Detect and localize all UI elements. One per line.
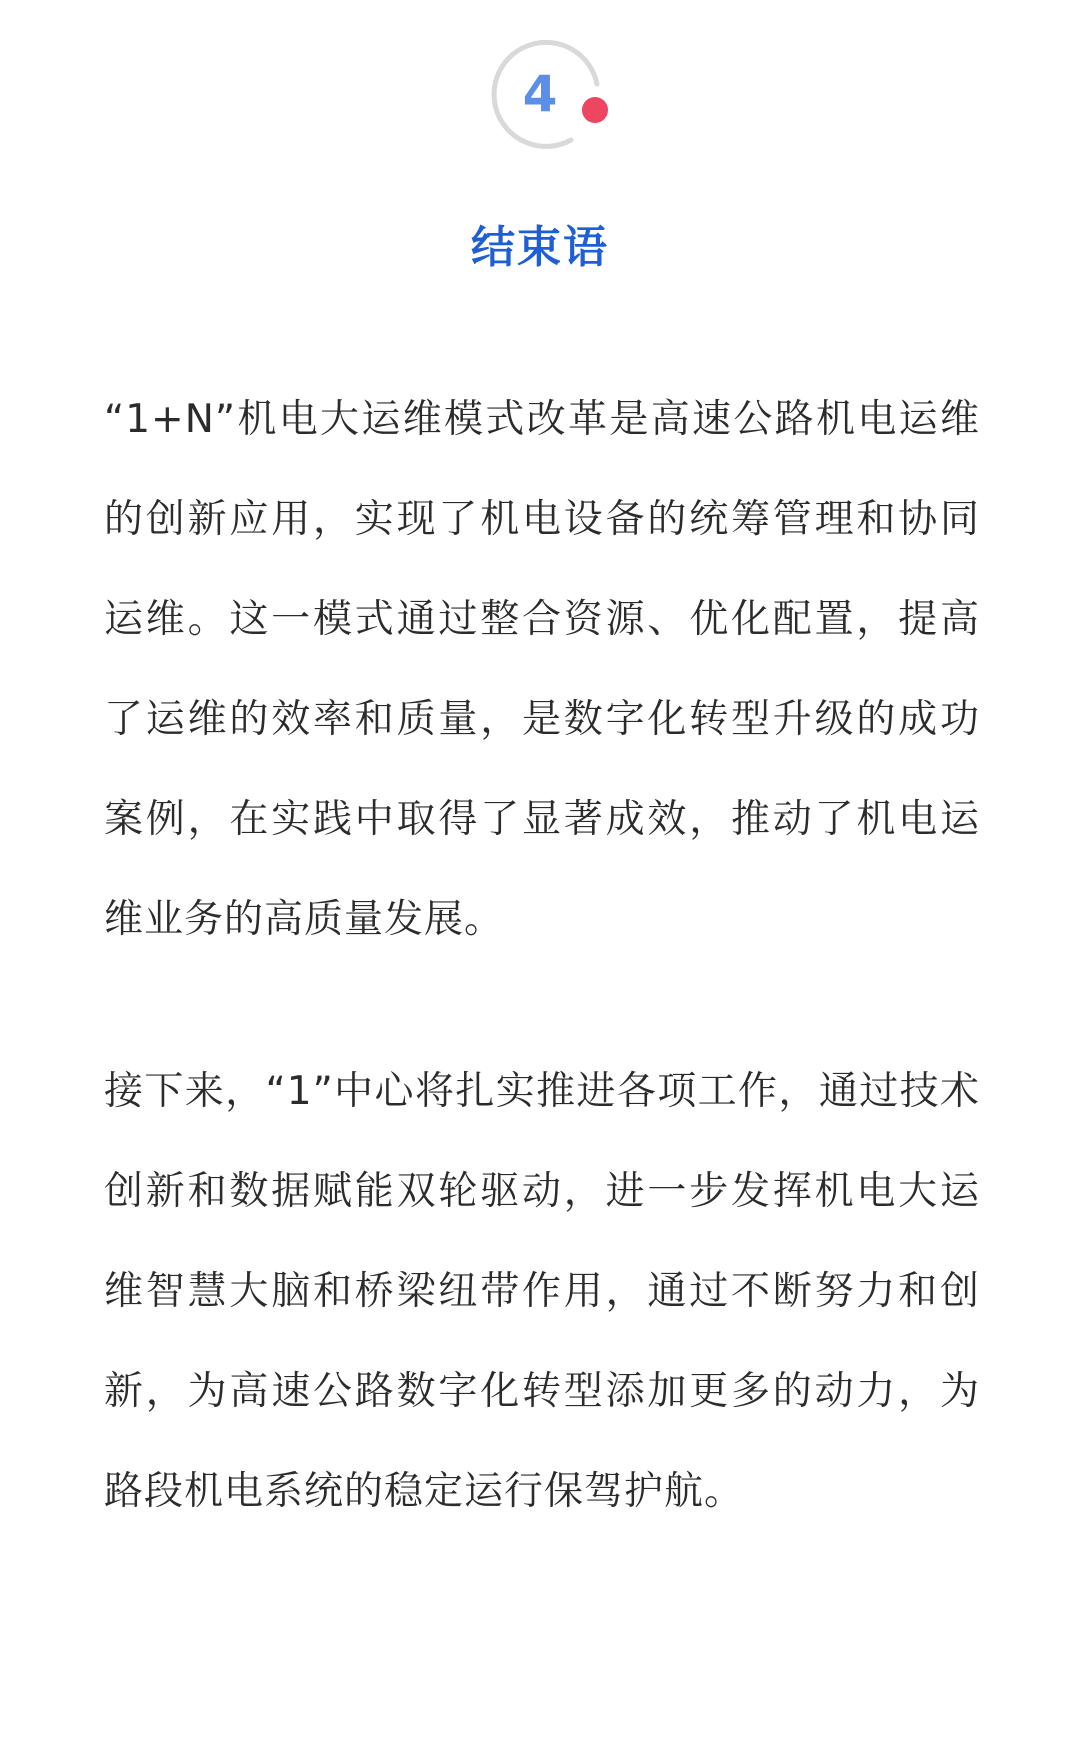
paragraph: “1+N”机电大运维模式改革是高速公路机电运维的创新应用，实现了机电设备的统筹管理和协同运维。这一模式通过整合资源、优化配置，提高了运维的效率和质量，是数字化转型升级的成功案例，在实践中取得了显著成效，推动了机电运维业务的高质量发展。 bbox=[104, 397, 980, 942]
section-number: 4 bbox=[522, 65, 558, 123]
paragraph: 接下来，“1”中心将扎实推进各项工作，通过技术创新和数据赋能双轮驱动，进一步发挥机电大运维智慧大脑和桥梁纽带作用，通过不断努力和创新，为高速公路数字化转型添加更多的动力，为路段机电系统的稳定运行保驾护航。 bbox=[104, 1069, 980, 1514]
article-body bbox=[104, 370, 980, 1542]
section-title: 结束语 bbox=[471, 222, 609, 273]
section-number-badge bbox=[485, 32, 609, 156]
